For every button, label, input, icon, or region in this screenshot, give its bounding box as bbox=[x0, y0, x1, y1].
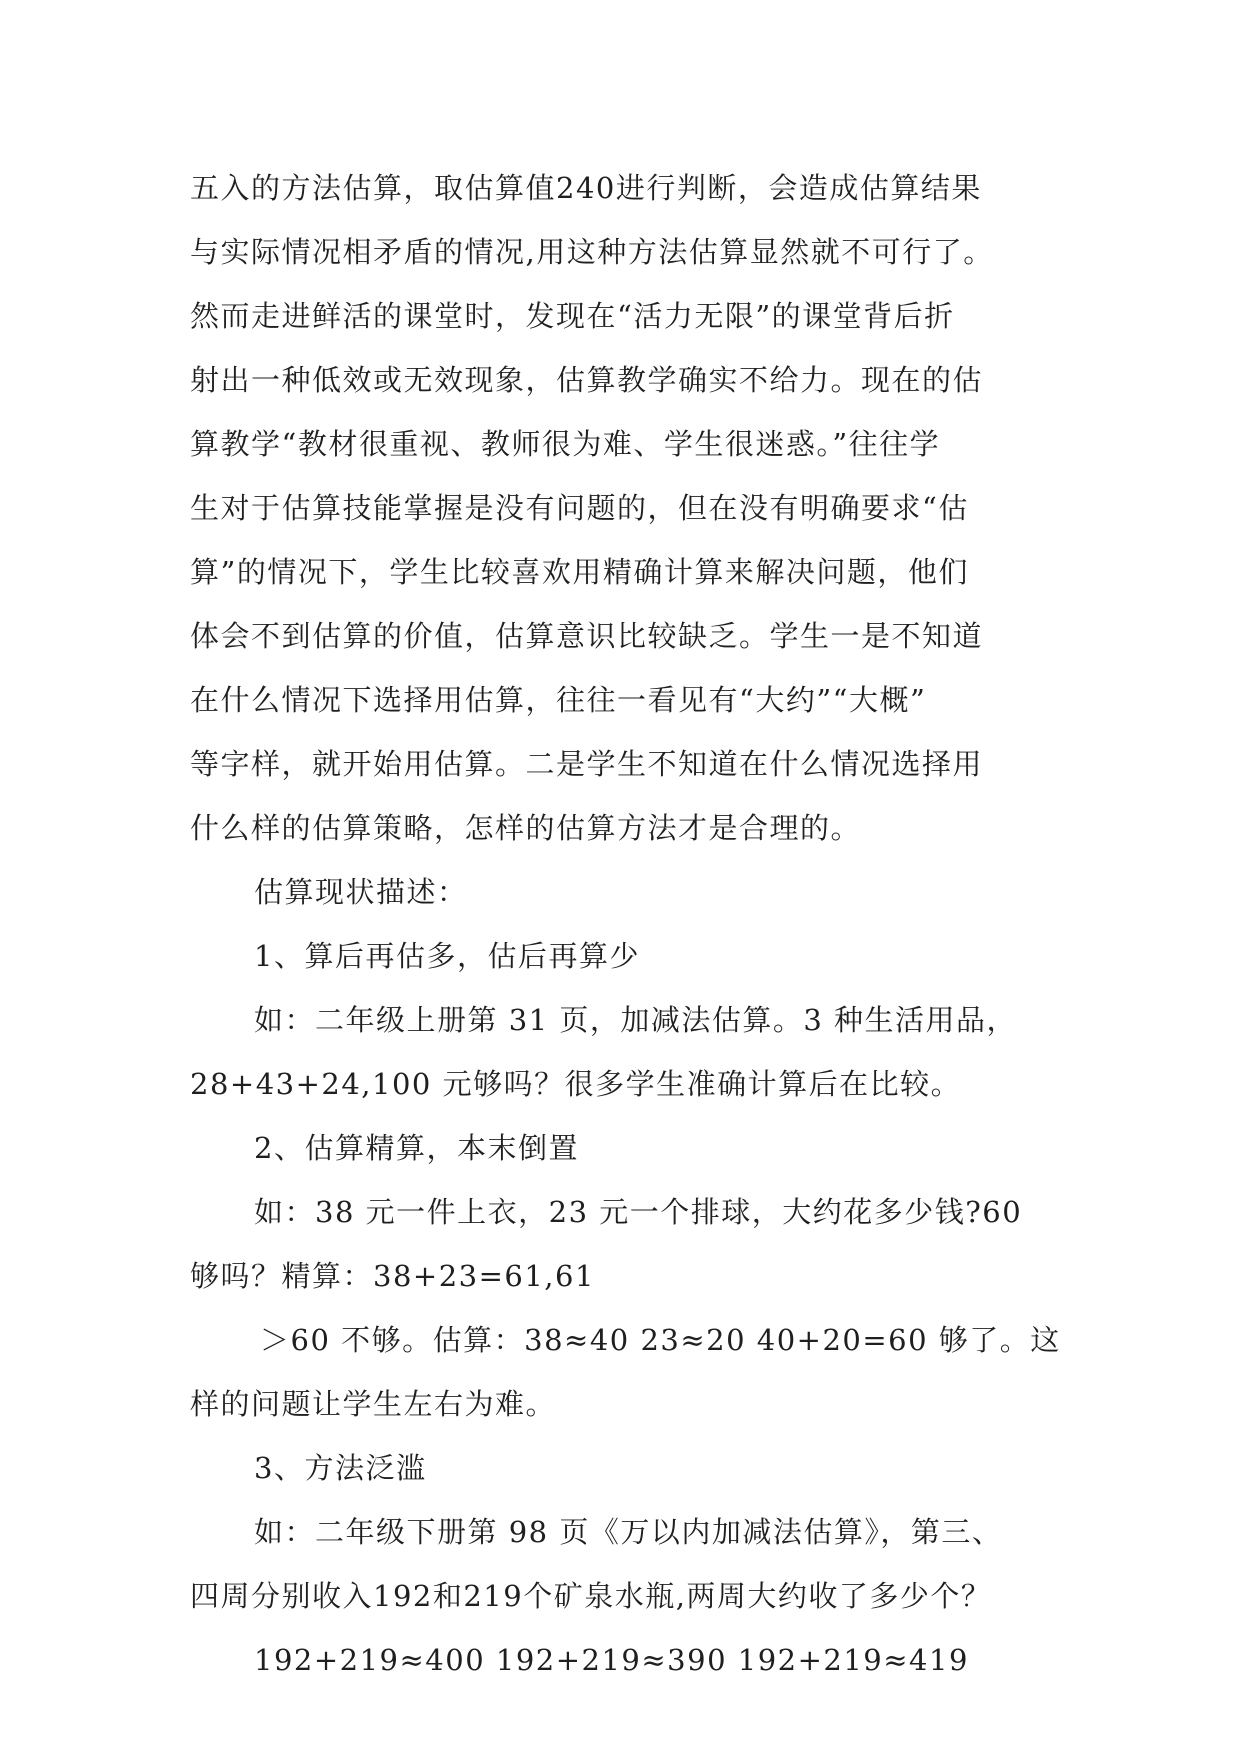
list-heading-2: 2、估算精算，本末倒置 bbox=[254, 1131, 579, 1165]
body-line: 够吗？精算：38+23=61,61 bbox=[190, 1259, 595, 1293]
list-heading-1: 1、算后再估多，估后再算少 bbox=[254, 939, 640, 973]
body-line: 生对于估算技能掌握是没有问题的，但在没有明确要求“估 bbox=[190, 491, 969, 525]
body-line: 然而走进鲜活的课堂时，发现在“活力无限”的课堂背后折 bbox=[190, 299, 955, 333]
body-line: ＞60 不够。估算：38≈40 23≈20 40+20=60 够了。这 bbox=[260, 1323, 1061, 1357]
formula-line: 192+219≈400 192+219≈390 192+219≈419 bbox=[254, 1643, 969, 1677]
body-line: 射出一种低效或无效现象，估算教学确实不给力。现在的估 bbox=[190, 363, 984, 397]
body-line: 与实际情况相矛盾的情况,用这种方法估算显然就不可行了。 bbox=[190, 235, 994, 269]
example-line: 如：二年级下册第 98 页《万以内加减法估算》，第三、 bbox=[254, 1515, 1003, 1549]
body-line: 样的问题让学生左右为难。 bbox=[190, 1387, 557, 1421]
list-heading-3: 3、方法泛滥 bbox=[254, 1451, 427, 1485]
body-line: 体会不到估算的价值，估算意识比较缺乏。学生一是不知道 bbox=[190, 619, 984, 653]
section-heading: 估算现状描述： bbox=[254, 875, 468, 909]
body-line: 在什么情况下选择用估算，往往一看见有“大约”“大概” bbox=[190, 683, 927, 717]
body-line: 算”的情况下，学生比较喜欢用精确计算来解决问题，他们 bbox=[190, 555, 969, 589]
example-line: 如：38 元一件上衣，23 元一个排球，大约花多少钱?60 bbox=[254, 1195, 1023, 1229]
body-line: 什么样的估算策略，怎样的估算方法才是合理的。 bbox=[190, 811, 862, 845]
body-line: 等字样，就开始用估算。二是学生不知道在什么情况选择用 bbox=[190, 747, 984, 781]
body-line: 算教学“教材很重视、教师很为难、学生很迷惑。”往往学 bbox=[190, 427, 941, 461]
example-line: 如：二年级上册第 31 页，加减法估算。3 种生活用品， bbox=[254, 1003, 1018, 1037]
body-line: 五入的方法估算，取估算值240进行判断，会造成估算结果 bbox=[190, 171, 982, 205]
body-line: 四周分别收入192和219个矿泉水瓶,两周大约收了多少个？ bbox=[190, 1579, 992, 1613]
body-line: 28+43+24,100 元够吗？很多学生准确计算后在比较。 bbox=[190, 1067, 962, 1101]
document-body bbox=[190, 156, 1090, 1692]
